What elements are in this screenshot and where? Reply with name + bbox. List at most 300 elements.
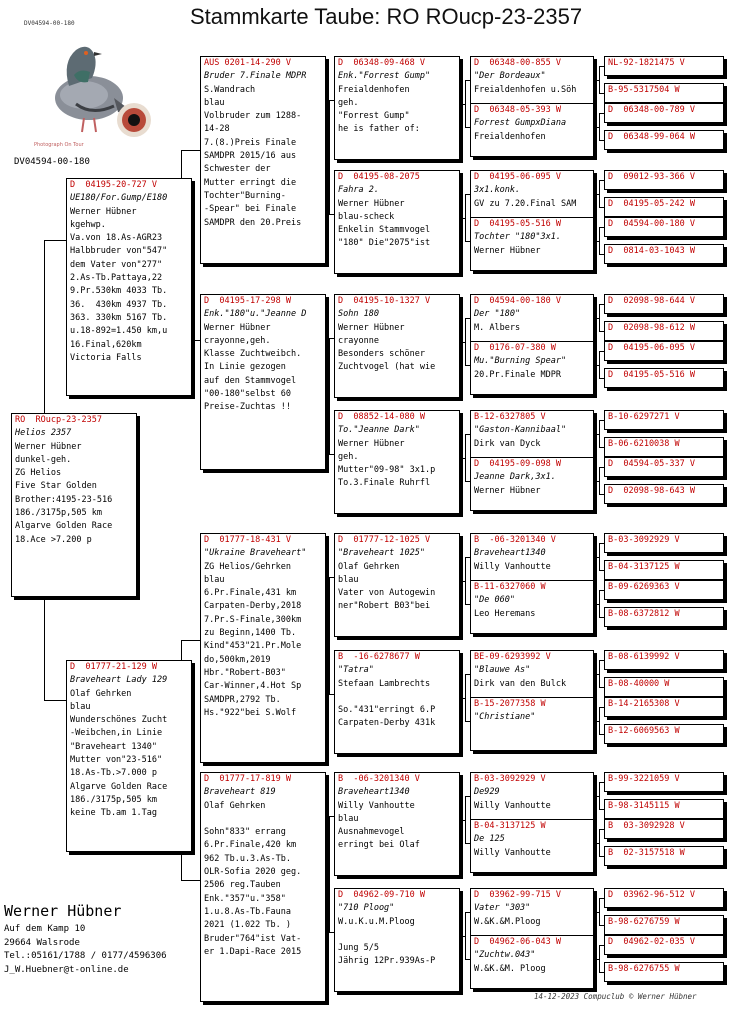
- info-line: crayonne: [338, 335, 379, 346]
- pedigree-line: [594, 80, 599, 81]
- info-line: Halbbruder von"547": [70, 246, 168, 257]
- ring-number: B-03-3092929 V: [474, 774, 546, 784]
- ring-number: B-98-3145115 W: [608, 801, 680, 811]
- info-line: Olaf Gehrken: [338, 561, 400, 572]
- info-line: 9.Pr.530km 4033 Tb.: [70, 286, 168, 297]
- pedigree-line: [181, 150, 200, 151]
- pedigree-line: [465, 434, 466, 481]
- owner-address: [4, 923, 167, 977]
- ring-number: AUS 0201-14-290 V: [204, 58, 291, 68]
- pedigree-line: [594, 365, 599, 366]
- pigeon-name: Enk."180"u."Jeanne D: [204, 309, 307, 320]
- gen4-box: [470, 341, 594, 395]
- info-line: Victoria Falls: [70, 352, 142, 363]
- info-line: To.3.Finale Ruhrfl: [338, 478, 431, 489]
- pedigree-line: [460, 936, 465, 937]
- pedigree-line: [599, 945, 600, 972]
- info-line: [338, 691, 456, 704]
- grandparent-box: [200, 56, 326, 264]
- info-line: Car-Winner,4.Hot Sp: [204, 681, 302, 692]
- ring-number: D 04962-02-035 V: [608, 937, 695, 947]
- info-line: Enk."357"u."358": [204, 893, 286, 904]
- great-grandparent-box: [334, 772, 460, 876]
- pedigree-line: [465, 912, 466, 959]
- gen5-box: [604, 799, 724, 819]
- pedigree-line: [460, 820, 465, 821]
- info-line: [204, 813, 322, 826]
- gen5-box: [604, 915, 724, 935]
- pigeon-name: "Blauwe As": [474, 665, 531, 676]
- great-grandparent-box: [334, 888, 460, 992]
- info-line: Zuchtvogel (hat wie: [338, 362, 436, 373]
- father-box: [66, 178, 192, 396]
- ring-number: D 04594-00-180 V: [474, 296, 561, 306]
- info-line: 18.As-Tb.>7.000 p: [70, 768, 157, 779]
- info-line: Stefaan Lambrechts: [338, 678, 431, 689]
- ring-number: D 06348-99-064 W: [608, 132, 695, 142]
- grandparent-box: [200, 772, 326, 1002]
- gen5-box: [604, 410, 724, 430]
- ring-number: D 04594-00-180 V: [608, 219, 695, 229]
- pedigree-line: [326, 396, 329, 397]
- pigeon-name: "Gaston-Kannibaal": [474, 425, 567, 436]
- pedigree-line: [594, 674, 599, 675]
- info-line: Mutter"09-98" 3x1.p: [338, 465, 436, 476]
- ring-number: D 04195-05-516 W: [608, 370, 695, 380]
- info-line: 186./3175p,505 km: [15, 508, 102, 519]
- gen5-box: [604, 341, 724, 361]
- ring-number: D 04195-17-298 W: [204, 296, 291, 306]
- ring-number: D 04962-06-043 W: [474, 937, 561, 947]
- info-line: Enkelin Stammvogel: [338, 225, 431, 236]
- gen4-box: [470, 410, 594, 464]
- ring-number: D 04195-10-1327 V: [338, 296, 431, 306]
- ring-number: D 02098-98-643 W: [608, 486, 695, 496]
- pigeon-name: Enk."Forrest Gump": [338, 71, 431, 82]
- pedigree-line: [329, 577, 330, 694]
- ring-number: D 04195-05-242 W: [608, 199, 695, 209]
- info-line: -Weibchen,in Linie: [70, 728, 163, 739]
- pigeon-name: "De 060": [474, 595, 515, 606]
- pedigree-line: [599, 660, 600, 687]
- info-line: Freialdenhofen u.Söh: [474, 84, 577, 95]
- ring-number: B-06-6210038 W: [608, 439, 680, 449]
- info-line: u.18-892=1.450 km,u: [70, 326, 168, 337]
- ring-number: B-11-6327060 W: [474, 582, 546, 592]
- pedigree-line: [594, 604, 599, 605]
- gen5-box: [604, 484, 724, 504]
- pedigree-line: [594, 127, 599, 128]
- gen5-box: [604, 697, 724, 717]
- gen4-box: [470, 533, 594, 587]
- pigeon-name: Tochter "180"3x1.: [474, 232, 561, 243]
- info-line: 186./3175p,505 km: [70, 794, 157, 805]
- info-line: Vater von Autogewin: [338, 588, 436, 599]
- info-line: 962 Tb.u.3.As-Tb.: [204, 853, 291, 864]
- info-line: M. Albers: [474, 322, 521, 333]
- ring-number: B-08-6372812 W: [608, 609, 680, 619]
- pedigree-line: [44, 240, 66, 241]
- gen4-box: [470, 170, 594, 224]
- info-line: Mutter von"23-516": [70, 755, 163, 766]
- gen5-box: [604, 677, 724, 697]
- info-line: 2.As-Tb.Pattaya,22: [70, 273, 163, 284]
- pedigree-line: [599, 66, 600, 93]
- pigeon-name: Braveheart1340: [474, 548, 546, 559]
- info-line: Willy Vanhoutte: [338, 800, 415, 811]
- ring-number: B-98-6276755 W: [608, 964, 680, 974]
- info-line: Werner Hübner: [474, 245, 541, 256]
- info-line: Hbr."Robert-B03": [204, 667, 286, 678]
- pedigree-line: [326, 157, 329, 158]
- pedigree-line: [599, 227, 600, 254]
- pigeon-name: De 125: [474, 834, 505, 845]
- grandparent-box: [200, 533, 326, 763]
- grandparent-box: [200, 294, 326, 470]
- gen5-box: [604, 607, 724, 627]
- gen5-box: [604, 888, 724, 908]
- pigeon-photo: [14, 20, 174, 150]
- info-line: OLR-Sofia 2020 geg.: [204, 867, 302, 878]
- address-city: 29664 Walsrode: [4, 937, 80, 948]
- pigeon-name: De929: [474, 787, 500, 798]
- gen5-box: [604, 321, 724, 341]
- pigeon-name: UE180/For.Gump/E180: [70, 193, 168, 204]
- pedigree-line: [44, 700, 66, 701]
- info-line: blau: [204, 97, 225, 108]
- info-line: keine Tb.am 1.Tag: [70, 808, 157, 819]
- ring-number: D 03962-99-715 V: [474, 890, 561, 900]
- info-line: SAMDPR 2015/16 aus: [204, 151, 297, 162]
- ring-number: B-12-6069563 W: [608, 726, 680, 736]
- ring-number: B-08-40000 W: [608, 679, 670, 689]
- pedigree-line: [594, 912, 599, 913]
- info-line: he is father of:: [338, 124, 420, 135]
- pigeon-name: "Zuchtw.043": [474, 950, 536, 961]
- pedigree-line: [599, 829, 600, 856]
- pedigree-line: [465, 674, 466, 721]
- ring-number: D 04195-05-516 W: [474, 219, 561, 229]
- gen4-box: [470, 697, 594, 751]
- info-line: S.Wandrach: [204, 84, 256, 95]
- ring-number: B-14-2165308 V: [608, 699, 680, 709]
- info-line: Jährig 12Pr.939As-P: [338, 956, 436, 967]
- gen4-box: [470, 935, 594, 989]
- info-line: 7.(8.)Preis Finale: [204, 137, 297, 148]
- ring-number: B-10-6297271 V: [608, 412, 680, 422]
- pedigree-line: [599, 467, 600, 494]
- info-line: GV zu 7.20.Final SAM: [474, 198, 577, 209]
- info-line: Hs."922"bei S.Wolf: [204, 707, 297, 718]
- ring-number: B-03-3092929 V: [608, 535, 680, 545]
- gen4-box: [470, 457, 594, 511]
- pedigree-line: [599, 113, 600, 140]
- pedigree-line: [44, 597, 45, 700]
- info-line: So."431"erringt 6.P: [338, 705, 436, 716]
- info-line: W.&K.&M. Ploog: [474, 963, 546, 974]
- info-line: Volbruder zum 1288-: [204, 111, 302, 122]
- ring-number: D 04195-06-095 V: [608, 343, 695, 353]
- ring-number: D 04195-20-727 V: [70, 180, 157, 190]
- pigeon-name: Sohn 180: [338, 309, 379, 320]
- info-line: 6.Pr.Finale,431 km: [204, 588, 297, 599]
- pigeon-name: Helios 2357: [15, 428, 72, 439]
- ring-number: D 03962-96-512 V: [608, 890, 695, 900]
- great-grandparent-box: [334, 294, 460, 398]
- info-line: Willy Vanhoutte: [474, 847, 551, 858]
- pigeon-name: "Ukraine Braveheart": [204, 548, 307, 559]
- info-line: SAMDPR,2792 Tb.: [204, 694, 281, 705]
- info-line: Kind"453"21.Pr.Mole: [204, 641, 302, 652]
- pedigree-line: [594, 796, 599, 797]
- eye-closeup-icon: [117, 103, 151, 137]
- pedigree-line: [599, 782, 600, 809]
- info-line: "Forrest Gump": [338, 111, 410, 122]
- info-line: 16.Final,620km: [70, 339, 142, 350]
- info-line: Algarve Golden Race: [70, 781, 168, 792]
- pedigree-line: [329, 100, 330, 214]
- gen5-box: [604, 650, 724, 670]
- ring-number: D 04962-09-710 W: [338, 890, 425, 900]
- ring-number: B-12-6327805 V: [474, 412, 546, 422]
- info-line: Tochter"Burning-: [204, 190, 286, 201]
- pedigree-line: [44, 240, 45, 413]
- address-phone: Tel.:05161/1788 / 0177/4596306: [4, 951, 167, 961]
- pedigree-line: [329, 816, 330, 932]
- ring-number: B -06-3201340 V: [338, 774, 420, 784]
- ring-number: D 01777-17-819 W: [204, 774, 291, 784]
- pedigree-line: [181, 880, 200, 881]
- pigeon-name: "Braveheart 1025": [338, 548, 425, 559]
- pedigree-line: [465, 194, 466, 241]
- ring-number: D 06348-05-393 W: [474, 105, 561, 115]
- info-line: "180" Die"2075"ist: [338, 238, 431, 249]
- info-line: "00-180"selbst 60: [204, 389, 291, 400]
- info-line: Olaf Gehrken: [70, 688, 132, 699]
- gen5-box: [604, 457, 724, 477]
- info-line: blau: [338, 813, 359, 824]
- info-line: Dirk van Dyck: [474, 438, 541, 449]
- pedigree-line: [326, 636, 329, 637]
- ring-number: B-09-6269363 V: [608, 582, 680, 592]
- gen5-box: [604, 724, 724, 744]
- info-line: 2506 reg.Tauben: [204, 880, 281, 891]
- pigeon-name: 3x1.konk.: [474, 185, 521, 196]
- pedigree-line: [326, 874, 329, 875]
- ring-number: D 0814-03-1043 W: [608, 246, 695, 256]
- pigeon-name: Der "180": [474, 309, 521, 320]
- info-line: 1.u.8.As-Tb.Fauna: [204, 906, 291, 917]
- mother-box: [66, 660, 192, 852]
- pedigree-line: [594, 557, 599, 558]
- info-line: Algarve Golden Race: [15, 521, 113, 532]
- info-line: Werner Hübner: [70, 206, 137, 217]
- pigeon-name: "Christiane": [474, 712, 536, 723]
- great-grandparent-box: [334, 170, 460, 274]
- gen5-box: [604, 244, 724, 264]
- ring-number: B-95-5317504 W: [608, 85, 680, 95]
- pedigree-line: [594, 481, 599, 482]
- pedigree-line: [460, 104, 465, 105]
- info-line: Leo Heremans: [474, 608, 536, 619]
- pedigree-line: [599, 351, 600, 378]
- info-line: Olaf Gehrken: [204, 800, 266, 811]
- info-line: geh.: [338, 97, 359, 108]
- pigeon-name: Jeanne Dark,3x1.: [474, 472, 556, 483]
- ring-number: D 01777-12-1025 V: [338, 535, 431, 545]
- info-line: 7.Pr.S-Finale,300km: [204, 614, 302, 625]
- pedigree-line: [465, 557, 466, 604]
- pedigree-line: [460, 342, 465, 343]
- footer-credit: 14-12-2023 Compuclub © Werner Hübner: [534, 992, 697, 1001]
- photo-small-id: DV04594-00-180: [24, 20, 75, 27]
- gen5-box: [604, 56, 724, 76]
- info-line: Werner Hübner: [338, 322, 405, 333]
- info-line: crayonne,geh.: [204, 335, 271, 346]
- info-line: ZG Helios/Gehrken: [204, 561, 291, 572]
- gen5-box: [604, 560, 724, 580]
- owner-name: Werner Hübner: [4, 902, 122, 920]
- gen4-box: [470, 888, 594, 942]
- gen5-box: [604, 533, 724, 553]
- ring-number: D 04195-08-2075: [338, 172, 420, 182]
- ring-number: D 04195-09-098 W: [474, 459, 561, 469]
- pedigree-line: [599, 420, 600, 447]
- info-line: Freialdenhofen: [338, 84, 410, 95]
- info-line: Carpaten-Derby,2018: [204, 601, 302, 612]
- gen5-box: [604, 819, 724, 839]
- info-line: 20.Pr.Finale MDPR: [474, 369, 561, 380]
- pigeon-name: Braveheart Lady 129: [70, 675, 168, 686]
- gen5-box: [604, 217, 724, 237]
- info-line: 363. 330km 5167 Tb.: [70, 312, 168, 323]
- info-line: Werner Hübner: [474, 485, 541, 496]
- pigeon-name: "Tatra": [338, 665, 374, 676]
- ring-number: B-04-3137125 W: [608, 562, 680, 572]
- info-line: kgehwp.: [70, 219, 106, 230]
- info-line: blau: [204, 574, 225, 585]
- info-line: Schwester der: [204, 164, 271, 175]
- ring-number: D 02098-98-644 V: [608, 296, 695, 306]
- photo-watermark: Photograph On Tour: [34, 142, 84, 148]
- pedigree-line: [599, 304, 600, 331]
- ring-number: D 0176-07-380 W: [474, 343, 556, 353]
- pedigree-line: [599, 590, 600, 617]
- ring-number: RO ROucp-23-2357: [15, 415, 102, 425]
- info-line: Willy Vanhoutte: [474, 800, 551, 811]
- pedigree-line: [465, 796, 466, 843]
- ring-number: D 08852-14-080 W: [338, 412, 425, 422]
- pigeon-name: To."Jeanne Dark": [338, 425, 420, 436]
- pedigree-line: [594, 843, 599, 844]
- info-line: Preise-Zuchtas !!: [204, 402, 291, 413]
- info-line: Mutter erringt die: [204, 177, 297, 188]
- info-line: Werner Hübner: [204, 322, 271, 333]
- info-line: zu Beginn,1400 Tb.: [204, 628, 297, 639]
- pigeon-name: Braveheart 819: [204, 787, 276, 798]
- pedigree-line: [460, 458, 465, 459]
- info-line: SAMDPR den 20.Preis: [204, 217, 302, 228]
- great-grandparent-box: [334, 56, 460, 160]
- great-grandparent-box: [334, 410, 460, 514]
- info-line: do,500km,2019: [204, 654, 271, 665]
- info-line: 18.Ace >7.200 p: [15, 534, 92, 545]
- pedigree-line: [599, 707, 600, 734]
- ring-number: D 09012-93-366 V: [608, 172, 695, 182]
- info-line: Carpaten-Derby 431k: [338, 718, 436, 729]
- info-line: blau-scheck: [338, 211, 395, 222]
- ring-number: D 04195-06-095 V: [474, 172, 561, 182]
- gen4-box: [470, 580, 594, 634]
- pigeon-name: Mu."Burning Spear": [474, 356, 567, 367]
- pedigree-line: [460, 218, 465, 219]
- gen4-box: [470, 103, 594, 157]
- ring-number: D 02098-98-612 W: [608, 323, 695, 333]
- ring-number: B -06-3201340 V: [474, 535, 556, 545]
- info-line: Willy Vanhoutte: [474, 561, 551, 572]
- pigeon-name: "Der Bordeaux": [474, 71, 546, 82]
- info-line: auf den Stammvogel: [204, 375, 297, 386]
- info-line: ner"Robert B03"bei: [338, 601, 431, 612]
- pigeon-name: Bruder 7.Finale MDPR: [204, 71, 307, 82]
- pedigree-line: [594, 318, 599, 319]
- info-line: dunkel-geh.: [15, 454, 72, 465]
- great-grandparent-box: [334, 533, 460, 637]
- ring-number: B-15-2077358 W: [474, 699, 546, 709]
- ring-number: BE-09-6293992 V: [474, 652, 551, 662]
- pedigree-line: [460, 698, 465, 699]
- pedigree-line: [599, 898, 600, 925]
- ring-number: D 06348-00-855 V: [474, 58, 561, 68]
- info-line: Besonders schöner: [338, 349, 425, 360]
- pedigree-line: [599, 180, 600, 207]
- info-line: Ausnahmevogel: [338, 827, 405, 838]
- info-line: Va.von 18.As-AGR23: [70, 233, 163, 244]
- info-line: geh.: [338, 451, 359, 462]
- photo-caption: DV04594-00-180: [14, 157, 90, 167]
- info-line: Werner Hübner: [338, 198, 405, 209]
- gen4-box: [470, 772, 594, 826]
- ring-number: B -16-6278677 W: [338, 652, 420, 662]
- info-line: Werner Hübner: [338, 438, 405, 449]
- pedigree-line: [460, 581, 465, 582]
- info-line: blau: [70, 701, 91, 712]
- subject-box: [11, 413, 137, 597]
- info-line: 2021 (1.022 Tb. ): [204, 920, 291, 931]
- ring-number: B 02-3157518 W: [608, 848, 685, 858]
- pedigree-line: [594, 434, 599, 435]
- info-line: er 1.Dapi-Race 2015: [204, 946, 302, 957]
- ring-number: D 01777-21-129 W: [70, 662, 157, 672]
- address-email: J_W.Huebner@t-online.de: [4, 964, 129, 975]
- ring-number: B-08-6139992 V: [608, 652, 680, 662]
- info-line: ZG Helios: [15, 468, 62, 479]
- pedigree-line: [594, 721, 599, 722]
- ring-number: B 03-3092928 V: [608, 821, 685, 831]
- gen4-box: [470, 56, 594, 110]
- gen5-box: [604, 294, 724, 314]
- ring-number: B-99-3221059 V: [608, 774, 680, 784]
- info-line: -Spear" bei Finale: [204, 204, 297, 215]
- info-line: [338, 929, 456, 942]
- pigeon-name: Fahra 2.: [338, 185, 379, 196]
- gen4-box: [470, 217, 594, 271]
- info-line: 6.Pr.Finale,420 km: [204, 840, 297, 851]
- info-line: Sohn"833" errang: [204, 827, 286, 838]
- gen5-box: [604, 130, 724, 150]
- gen5-box: [604, 197, 724, 217]
- pedigree-line: [594, 194, 599, 195]
